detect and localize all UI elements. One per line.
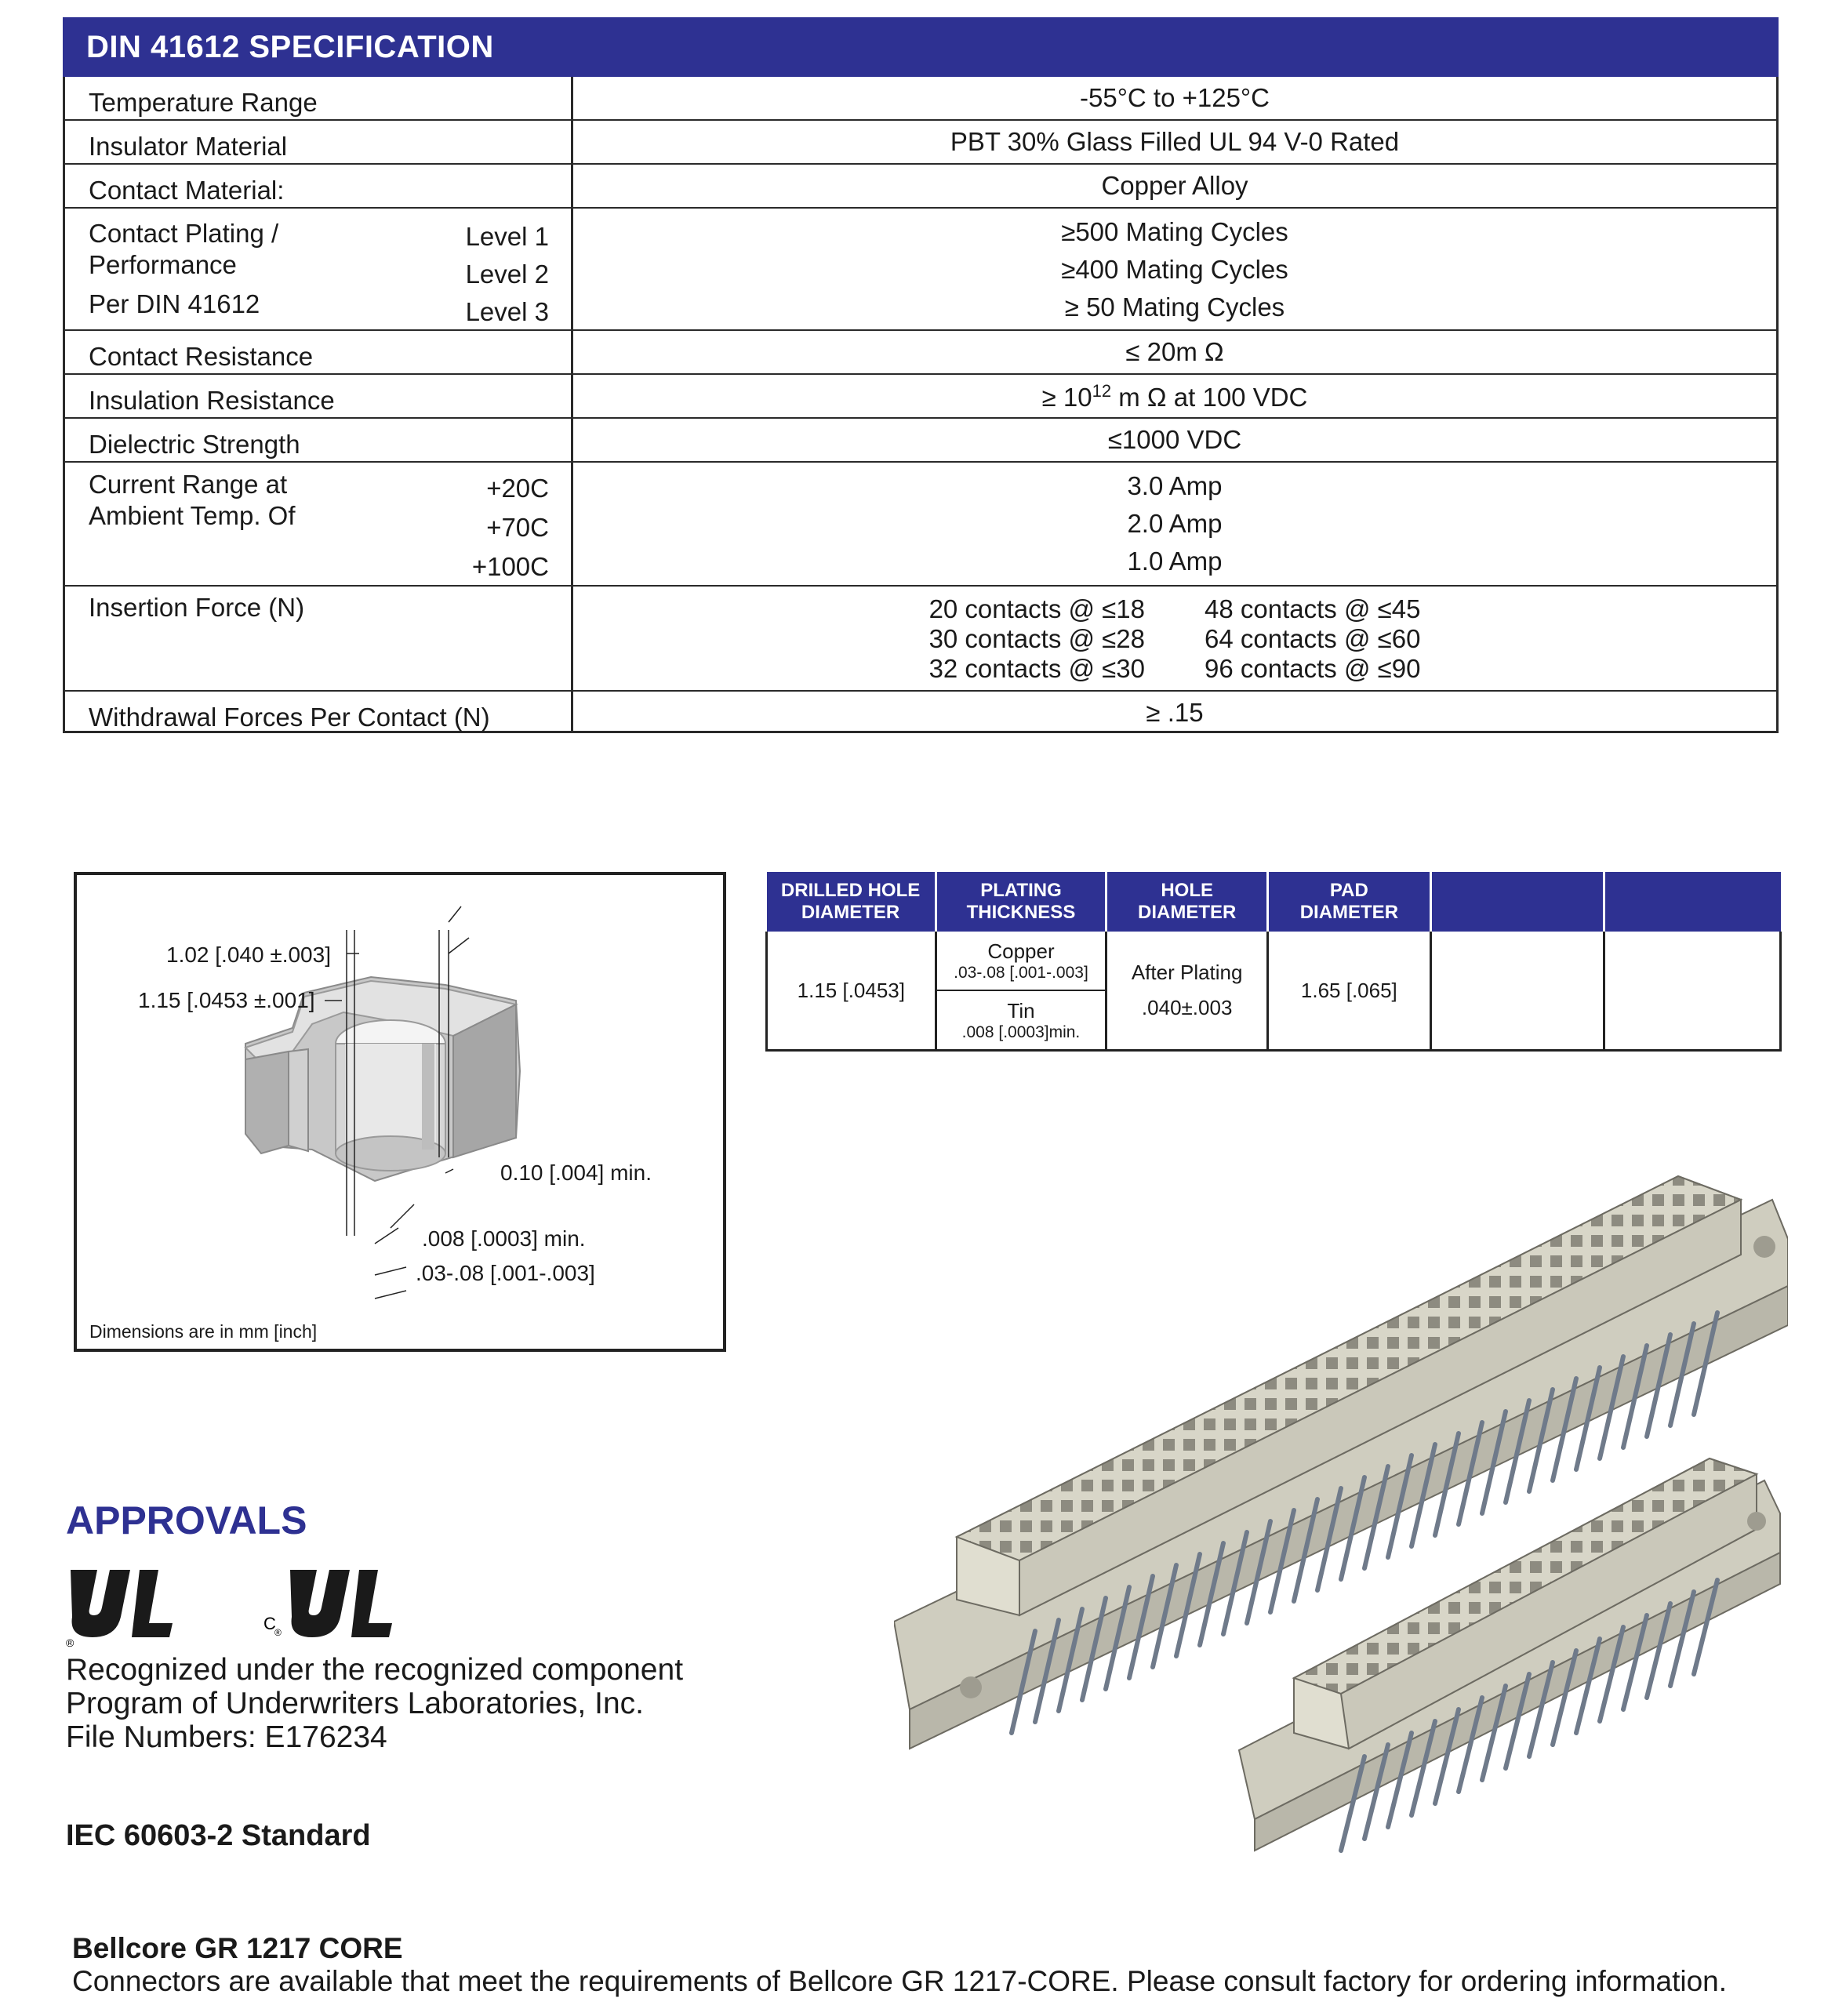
plating-level: Level 3	[465, 297, 549, 326]
current-label-line: Current Range at	[89, 470, 288, 499]
spec-label: Insertion Force (N)	[65, 587, 573, 690]
approval-logos	[66, 1568, 427, 1647]
svg-text:C: C	[263, 1614, 276, 1633]
header-empty	[1430, 872, 1604, 932]
insertion-values	[573, 587, 1776, 690]
cul-recognized-logo-icon	[263, 1570, 392, 1638]
plating-level: Level 1	[465, 222, 549, 251]
hole-line: .040±.003	[1141, 996, 1233, 1019]
current-value: 1.0 Amp	[1127, 547, 1223, 576]
spec-label: Insulation Resistance	[65, 375, 573, 417]
header-empty	[1604, 872, 1780, 932]
spec-row-dielectric	[65, 417, 1776, 461]
dim-drill-diameter: 1.15 [.0453 ±.001]	[138, 988, 315, 1012]
insulation-value-base: ≥ 10	[1041, 383, 1092, 412]
plating-tin-value: .008 [.0003]min.	[961, 1023, 1081, 1041]
plating-label-line: Per DIN 41612	[89, 289, 260, 318]
spec-label: Contact Material:	[65, 165, 573, 207]
header-plating-thickness	[936, 872, 1106, 932]
cell-hole	[1106, 932, 1268, 1051]
insertion-value: 96 contacts @ ≤90	[1205, 654, 1421, 683]
dimensions-note: Dimensions are in mm [inch]	[89, 1321, 318, 1342]
svg-text:®: ®	[274, 1627, 282, 1638]
spec-title: DIN 41612 SPECIFICATION	[63, 17, 1779, 77]
insertion-value: 64 contacts @ ≤60	[1205, 624, 1421, 653]
insertion-grid	[929, 587, 1421, 684]
spec-value: Copper Alloy	[1101, 171, 1248, 200]
plating-label-line: Contact Plating /	[89, 219, 279, 248]
spec-row-insulation-resistance	[65, 373, 1776, 417]
spec-value: PBT 30% Glass Filled UL 94 V-0 Rated	[950, 127, 1400, 156]
pcb-hole-table	[765, 872, 1782, 1052]
spec-label: Temperature Range	[65, 77, 573, 119]
approvals-title: APPROVALS	[66, 1498, 307, 1542]
cell-empty	[1604, 932, 1780, 1051]
spec-row-current	[65, 461, 1776, 585]
header-hole-diameter	[1106, 872, 1268, 932]
spec-label: Withdrawal Forces Per Contact (N)	[65, 692, 573, 731]
spec-row-insulator	[65, 119, 1776, 163]
header-line: PLATING	[980, 880, 1062, 901]
insertion-value: 30 contacts @ ≤28	[928, 624, 1145, 653]
spec-label: Dielectric Strength	[65, 419, 573, 461]
cell-pad: 1.65 [.065]	[1268, 932, 1431, 1051]
plating-levels	[466, 218, 549, 331]
plating-value: ≥400 Mating Cycles	[1061, 255, 1288, 284]
spec-row-insertion	[65, 585, 1776, 690]
hole-line: After Plating	[1131, 961, 1243, 984]
header-line: DIAMETER	[1299, 902, 1399, 923]
plating-label	[89, 218, 278, 320]
bellcore-text: Connectors are available that meet the requirements of Bellcore GR 1217-CORE. Please consult factory for ordering information.	[72, 1965, 1728, 1997]
header-line: DRILLED HOLE	[780, 880, 921, 901]
plating-values	[573, 209, 1776, 329]
header-line: HOLE	[1161, 880, 1213, 901]
svg-text:®: ®	[66, 1636, 74, 1647]
plating-copper	[937, 932, 1106, 991]
spec-row-contact-resistance	[65, 329, 1776, 373]
current-value: 2.0 Amp	[1127, 509, 1223, 538]
din-connector-illustration	[894, 1129, 1788, 1882]
plating-value: ≥ 50 Mating Cycles	[1064, 292, 1285, 321]
spec-label: Insulator Material	[65, 121, 573, 163]
spec-label-cell	[65, 209, 573, 329]
ul-recognized-logo-icon	[66, 1570, 173, 1647]
cell-drilled: 1.15 [.0453]	[767, 932, 936, 1051]
header-line: PAD	[1329, 880, 1368, 901]
spec-value	[573, 375, 1776, 417]
spec-row-contact-material	[65, 163, 1776, 207]
iec-standard: IEC 60603-2 Standard	[66, 1819, 371, 1852]
plating-level: Level 2	[465, 260, 549, 289]
plating-copper-label: Copper	[987, 939, 1055, 963]
spec-value: ≤1000 VDC	[1107, 425, 1242, 454]
cell-plating	[936, 932, 1106, 1051]
dim-plating-min: 0.10 [.004] min.	[500, 1161, 652, 1185]
spec-label-cell	[65, 463, 573, 585]
plating-tin-label: Tin	[1007, 998, 1035, 1023]
current-values	[573, 463, 1776, 585]
spec-label: Contact Resistance	[65, 331, 573, 373]
plating-value: ≥500 Mating Cycles	[1061, 217, 1288, 246]
insulation-value-exponent: 12	[1092, 381, 1112, 401]
plated-hole-diagram	[74, 872, 726, 1352]
header-pad-diameter	[1268, 872, 1431, 932]
spec-value: ≥ .15	[1146, 698, 1204, 727]
current-temps	[472, 469, 549, 587]
bellcore-title: Bellcore GR 1217 CORE	[72, 1932, 403, 1964]
dim-hole-diameter: 1.02 [.040 ±.003]	[166, 943, 331, 967]
header-line: DIAMETER	[1138, 902, 1237, 923]
current-value: 3.0 Amp	[1127, 471, 1223, 500]
cell-empty	[1430, 932, 1604, 1051]
insertion-value: 20 contacts @ ≤18	[928, 594, 1145, 623]
header-line: DIAMETER	[801, 902, 900, 923]
current-temp: +70C	[486, 513, 549, 542]
spec-table	[63, 17, 1779, 733]
dim-copper-range: .03-.08 [.001-.003]	[416, 1261, 595, 1285]
spec-row-temperature	[65, 77, 1776, 119]
plating-tin	[937, 991, 1106, 1049]
insertion-value: 32 contacts @ ≤30	[928, 654, 1145, 683]
spec-body	[63, 77, 1779, 733]
spec-row-withdrawal	[65, 690, 1776, 731]
spec-row-plating	[65, 207, 1776, 329]
approval-description: Recognized under the recognized component Program of Underwriters Laboratories, Inc. File Numbers: E176234	[66, 1653, 684, 1754]
header-drilled-hole	[767, 872, 936, 932]
insertion-value: 48 contacts @ ≤45	[1205, 594, 1421, 623]
current-temp: +100C	[471, 552, 549, 581]
dim-tin-min: .008 [.0003] min.	[422, 1226, 586, 1251]
current-label-line: Ambient Temp. Of	[89, 501, 296, 530]
current-temp: +20C	[486, 474, 549, 503]
insulation-value-unit: m Ω at 100 VDC	[1111, 383, 1308, 412]
header-line: THICKNESS	[966, 902, 1076, 923]
spec-value: ≤ 20m Ω	[1125, 337, 1224, 366]
plating-label-line: Performance	[89, 250, 237, 279]
spec-value: -55°C to +125°C	[1080, 83, 1270, 112]
current-label	[89, 469, 296, 532]
plating-copper-value: .03-.08 [.001-.003]	[954, 963, 1088, 982]
